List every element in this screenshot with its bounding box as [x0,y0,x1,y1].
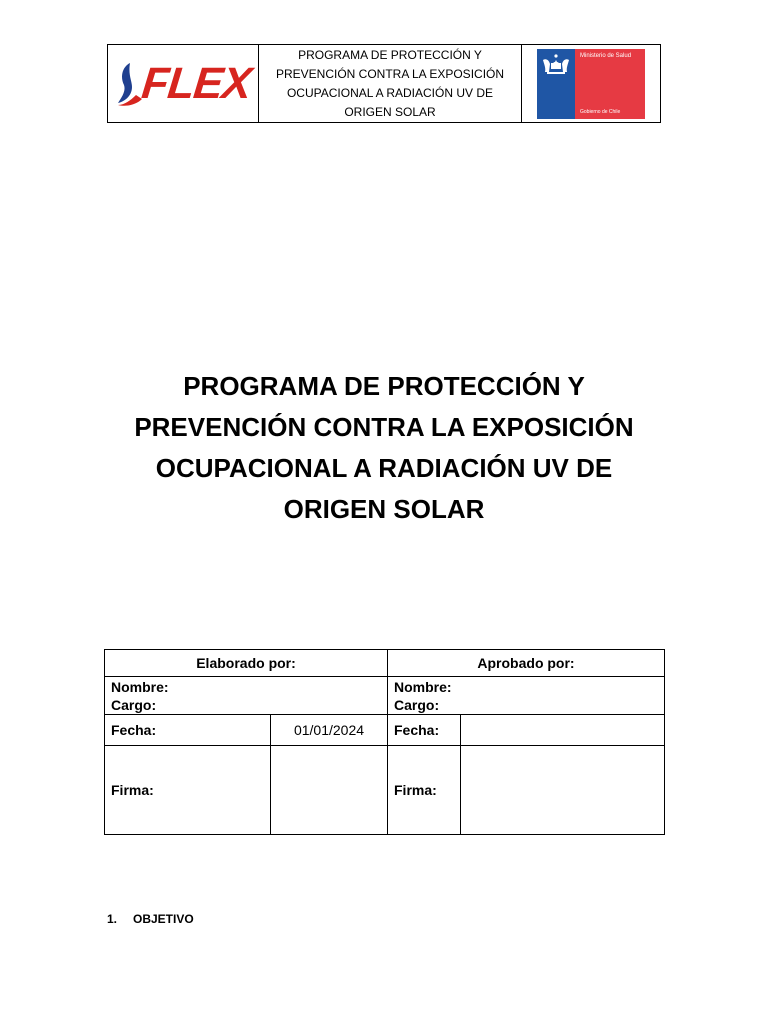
header-title [259,45,522,122]
flex-logo [116,58,253,108]
elaborado-nombre-cargo-cell [105,677,388,715]
minsal-logo-cell [522,45,660,122]
section-number: 1. [107,912,118,926]
elaborado-header: Elaborado por: [105,650,388,677]
title-line: PREVENCIÓN CONTRA LA EXPOSICIÓN [134,412,634,442]
aprobado-header: Aprobado por: [388,650,665,677]
flex-logo-cell [108,45,259,122]
aprobado-nombre-label: Nombre: [394,679,452,695]
minsal-red-band [575,49,645,119]
minsal-logo [537,49,645,119]
aprobado-fecha-label: Fecha: [388,715,461,746]
minsal-government-name: Gobierno de Chile [580,108,621,115]
header-title-line: OCUPACIONAL A RADIACIÓN UV DE [286,85,494,100]
title-line: OCUPACIONAL A RADIACIÓN UV DE [155,453,613,483]
minsal-blue-band [537,49,575,119]
header-title-line: PREVENCIÓN CONTRA LA EXPOSICIÓN [275,66,505,81]
aprobado-fecha-value [461,715,665,746]
aprobado-nombre-cargo-cell [388,677,665,715]
flex-swoosh-icon [116,61,142,107]
document-title [104,366,664,530]
document-header [107,44,661,123]
aprobado-cargo-label: Cargo: [394,697,440,713]
elaborado-fecha-value: 01/01/2024 [271,715,388,746]
elaborado-cargo-label: Cargo: [111,697,157,713]
section-title: OBJETIVO [133,912,194,926]
approval-table [104,649,665,835]
minsal-ministry-name: Ministerio de Salud [580,52,632,59]
header-title-line: PROGRAMA DE PROTECCIÓN Y [298,47,482,62]
firma-row [105,746,665,835]
coat-of-arms-icon [541,54,571,76]
aprobado-firma-box [461,746,665,835]
fecha-row [105,715,665,746]
elaborado-firma-label: Firma: [105,746,271,835]
elaborado-fecha-label: Fecha: [105,715,271,746]
aprobado-firma-label: Firma: [388,746,461,835]
section-heading [107,912,194,926]
nombre-cargo-row [105,677,665,715]
title-line: PROGRAMA DE PROTECCIÓN Y [183,371,585,401]
flex-logo-text: FLEX [139,58,253,108]
elaborado-firma-box [271,746,388,835]
elaborado-nombre-label: Nombre: [111,679,169,695]
title-line: ORIGEN SOLAR [283,494,485,524]
approval-header-row [105,650,665,677]
header-title-line: ORIGEN SOLAR [344,104,436,119]
